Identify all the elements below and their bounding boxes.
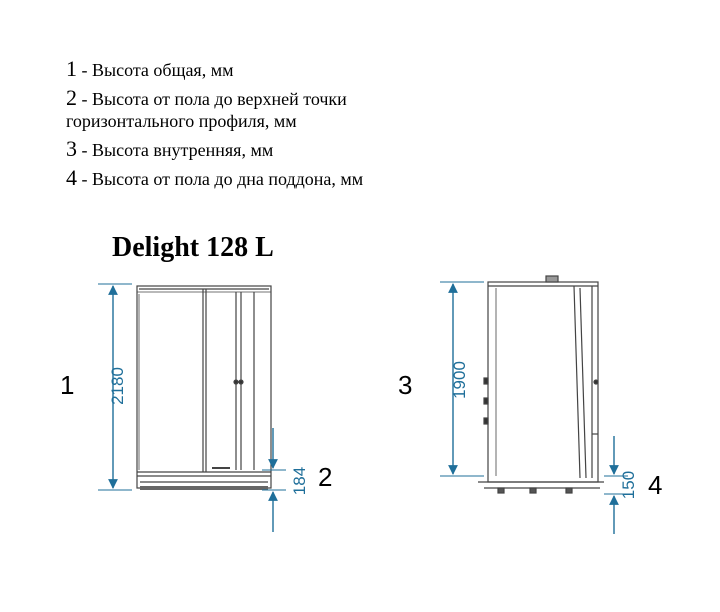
dimension-value-4: 150 (619, 470, 638, 500)
dimension-value-1: 2180 (108, 367, 127, 405)
legend-number: 4 (66, 165, 77, 190)
callout-4: 4 (648, 470, 663, 500)
callout-2: 2 (318, 462, 333, 492)
door-handle (234, 380, 238, 384)
side-fitting (484, 378, 488, 384)
side-frame (488, 282, 598, 482)
top-fixture (546, 276, 558, 282)
cabin-frame (137, 286, 271, 488)
legend-number: 1 (66, 56, 77, 81)
side-view (478, 276, 604, 493)
front-view (137, 286, 271, 490)
legend-text: - Высота от пола до верхней точки горизонтального профиля, мм (66, 89, 347, 131)
dimension-value-2: 184 (290, 466, 309, 496)
legend-number: 3 (66, 136, 77, 161)
legend-text: - Высота внутренняя, мм (77, 140, 274, 160)
dimension-value-3: 1900 (450, 361, 469, 399)
legend-text: - Высота от пола до дна поддона, мм (77, 169, 364, 189)
legend-text: - Высота общая, мм (77, 60, 234, 80)
callout-1: 1 (60, 370, 75, 400)
tray-base (140, 486, 268, 490)
product-title: Delight 128 L (112, 232, 274, 263)
callout-3: 3 (398, 370, 413, 400)
dimension-lines (98, 282, 628, 534)
legend-number: 2 (66, 85, 77, 110)
